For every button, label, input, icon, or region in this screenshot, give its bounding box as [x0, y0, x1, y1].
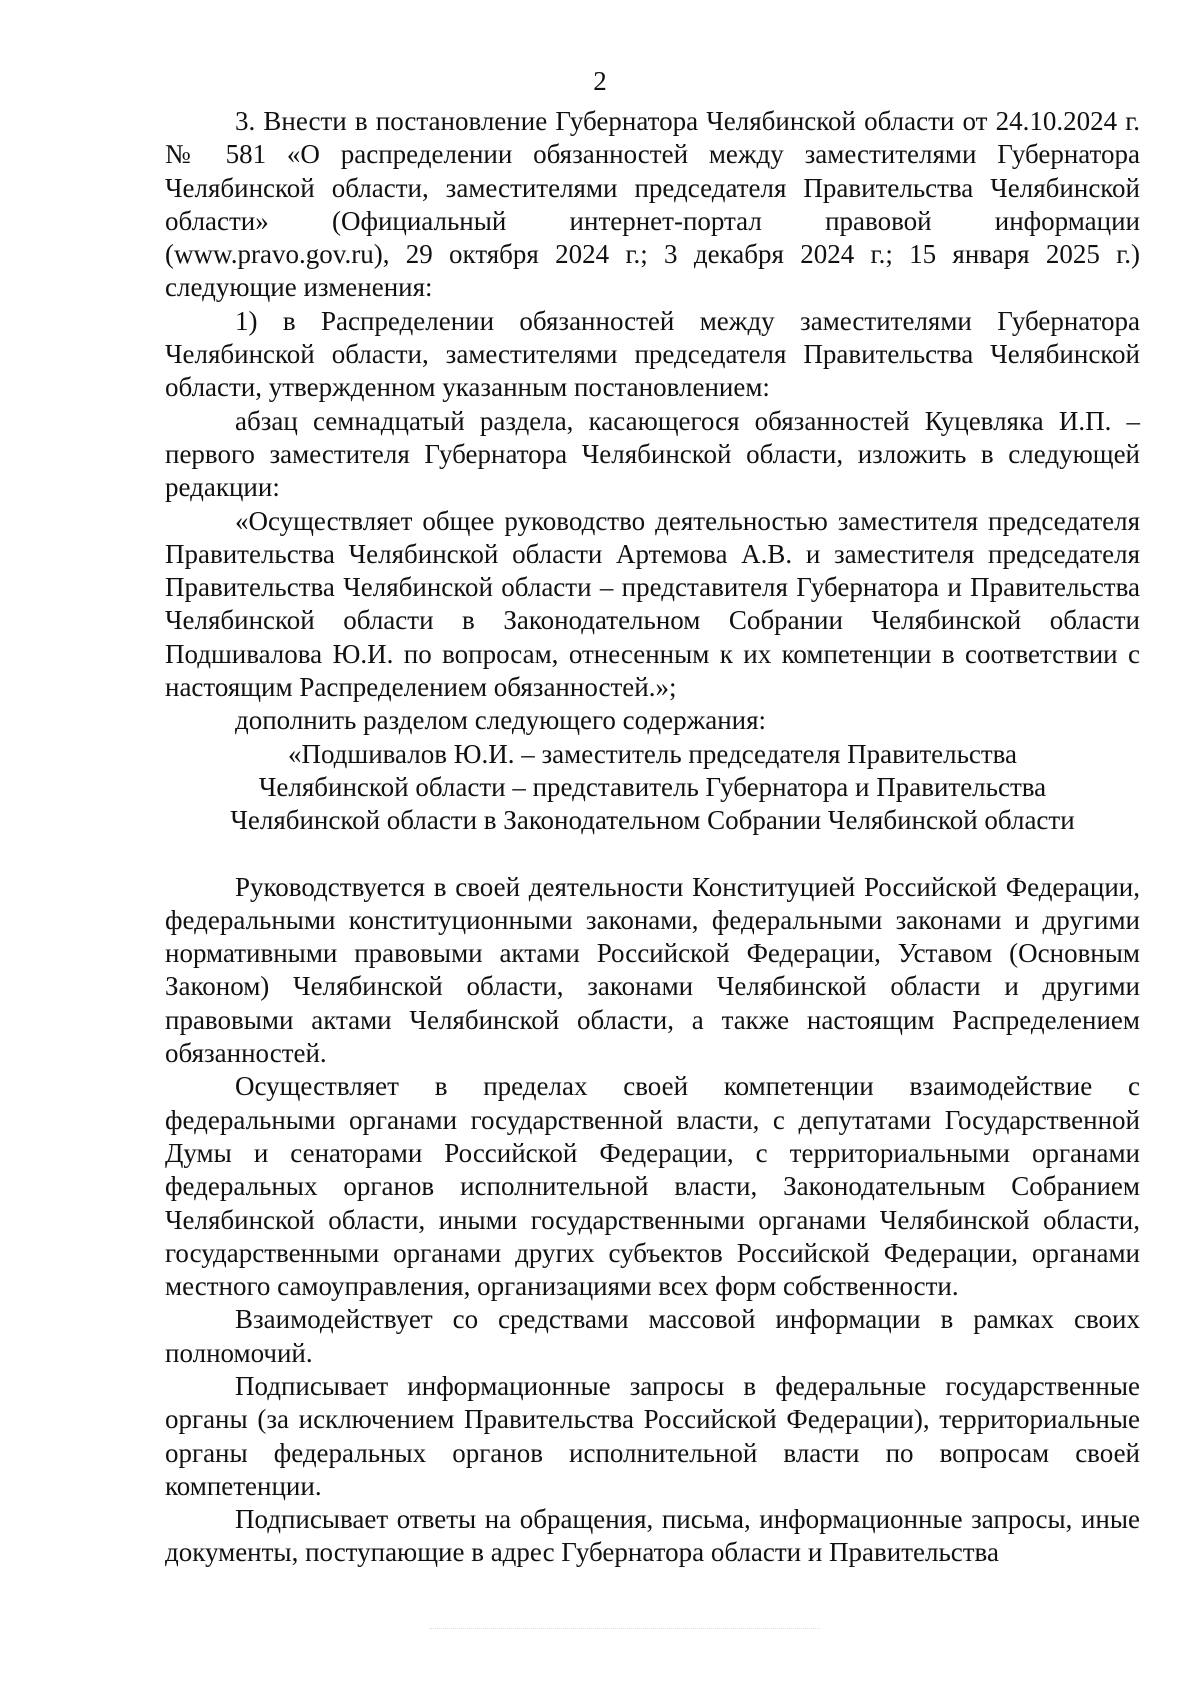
section-heading — [165, 738, 1140, 838]
paragraph-add-section: дополнить разделом следующего содержания: — [235, 705, 767, 736]
section-heading-line: «Подшивалов Ю.И. – заместитель председателя Правительства — [287, 738, 1018, 769]
paragraph-media: Взаимодействует со средствами массовой информации в рамках своих полномочий. — [165, 1304, 1140, 1368]
document-body — [165, 105, 1140, 1570]
paragraph-guided-by: Руководствуется в своей деятельности Конституцией Российской Федерации, федеральными конституционными законами, федеральными законами и другими нормативными правовыми актами Российской Федерации, Уставом (Основным Законом) Челябинской области, законами Челябинской области и другими правовыми актами Челябинской области, а также настоящим Распределением обязанностей. — [165, 871, 1140, 1069]
blank-line — [165, 838, 1140, 871]
section-heading-line: Челябинской области – представитель Губернатора и Правительства — [258, 771, 1047, 802]
scan-artifact-line — [430, 1628, 820, 1630]
paragraph-answers: Подписывает ответы на обращения, письма, информационные запросы, иные документы, поступающие в адрес Губернатора области и Правительства — [165, 1504, 1140, 1568]
paragraph-abzac: абзац семнадцатый раздела, касающегося обязанностей Куцевляка И.П. – первого заместителя Губернатора Челябинской области, изложить в следующей редакции: — [165, 405, 1140, 503]
paragraph-info-requests: Подписывает информационные запросы в федеральные государственные органы (за исключением Правительства Российской Федерации), территориальные органы федеральных органов исполнительной власти по вопросам своей компетенции. — [165, 1370, 1140, 1501]
paragraph-item-1: 1) в Распределении обязанностей между заместителями Губернатора Челябинской области, заместителями председателя Правительства Челябинской области, утвержденном указанным постановлением: — [165, 305, 1140, 403]
page-number: 2 — [593, 66, 607, 96]
section-heading-line: Челябинской области в Законодательном Собрании Челябинской области — [230, 805, 1075, 836]
paragraph-quoted-text: «Осуществляет общее руководство деятельностью заместителя председателя Правительства Челябинской области Артемова А.В. и заместителя председателя Правительства Челябинской области – представителя Губернатора и Правительства Челябинской области в Законодательном Собрании Челябинской области Подшивалова Ю.И. по вопросам, отнесенным к их компетенции в соответствии с настоящим Распределением обязанностей.»; — [165, 505, 1140, 703]
paragraph-amendment-intro: 3. Внести в постановление Губернатора Челябинской области от 24.10.2024 г. № 581 «О распределении обязанностей между заместителями Губернатора Челябинской области, заместителями председателя Правительства Челябинской области» (Официальный интернет-портал правовой информации (www.pravo.gov.ru), 29 октября 2024 г.; 3 декабря 2024 г.; 15 января 2025 г.) следующие изменения: — [165, 106, 1140, 303]
paragraph-interaction: Осуществляет в пределах своей компетенции взаимодействие с федеральными органами государственной власти, с депутатами Государственной Думы и сенаторами Российской Федерации, с территориальными органами федеральных органов исполнительной власти, Законодательным Собранием Челябинской области, иными государственными органами Челябинской области, государственными органами других субъектов Российской Федерации, органами местного самоуправления, организациями всех форм собственности. — [165, 1071, 1140, 1302]
